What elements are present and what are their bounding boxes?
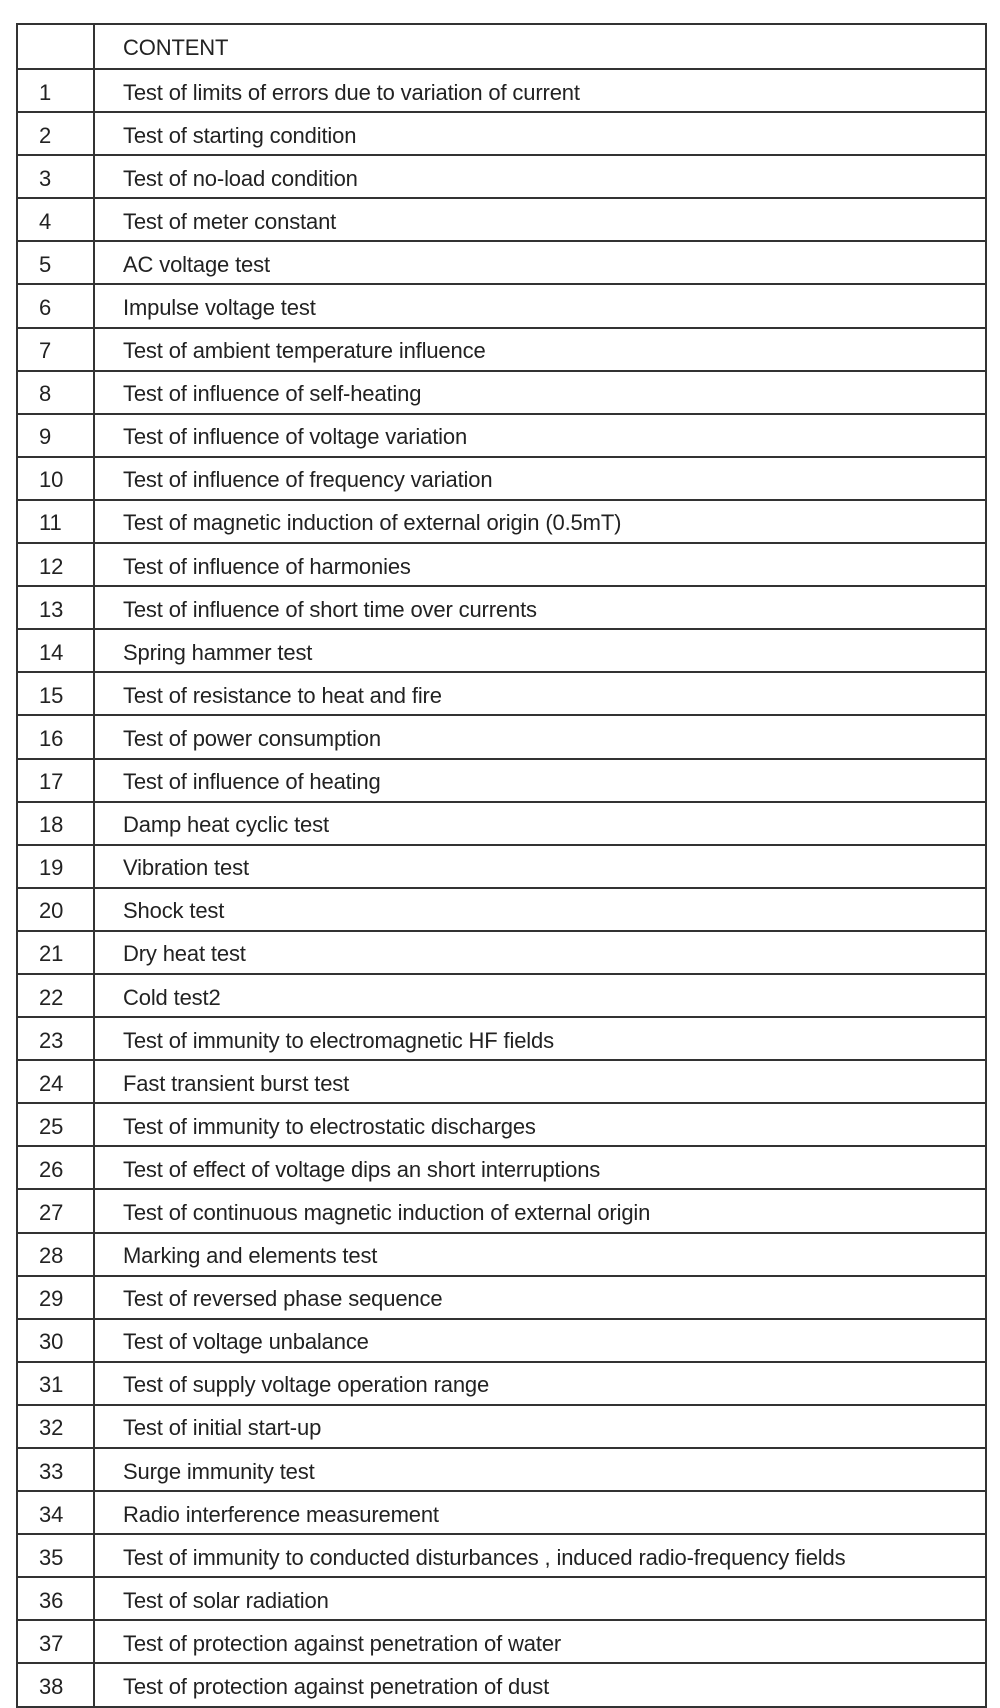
row-content-cell: Test of protection against penetration of water [94, 1620, 986, 1663]
row-content-cell: Test of supply voltage operation range [94, 1362, 986, 1405]
table-row [17, 1663, 986, 1706]
row-content-cell: Test of limits of errors due to variation of current [94, 69, 986, 112]
table-row [17, 1146, 986, 1189]
table-row [17, 1103, 986, 1146]
row-number-cell: 36 [17, 1577, 94, 1620]
row-content-cell: Test of effect of voltage dips an short interruptions [94, 1146, 986, 1189]
row-number-cell: 12 [17, 543, 94, 586]
table-row [17, 1405, 986, 1448]
row-number-cell: 28 [17, 1233, 94, 1276]
test-content-table [16, 23, 987, 1708]
row-content-cell: Test of no-load condition [94, 155, 986, 198]
row-number-cell: 9 [17, 414, 94, 457]
row-content-cell: Test of influence of harmonies [94, 543, 986, 586]
row-content-cell: Test of influence of short time over currents [94, 586, 986, 629]
table-row [17, 672, 986, 715]
row-content-cell: Test of immunity to conducted disturbances , induced radio-frequency fields [94, 1534, 986, 1577]
row-content-cell: Damp heat cyclic test [94, 802, 986, 845]
row-content-cell: Test of starting condition [94, 112, 986, 155]
table-row [17, 1189, 986, 1232]
row-number-cell: 27 [17, 1189, 94, 1232]
row-content-cell: Test of protection against penetration of dust [94, 1663, 986, 1706]
row-number-cell: 11 [17, 500, 94, 543]
table-row [17, 543, 986, 586]
row-content-cell: AC voltage test [94, 241, 986, 284]
row-number-cell: 16 [17, 715, 94, 758]
table-row [17, 802, 986, 845]
table-row [17, 888, 986, 931]
table-row [17, 715, 986, 758]
row-number-cell: 1 [17, 69, 94, 112]
row-content-cell: Radio interference measurement [94, 1491, 986, 1534]
row-number-cell: 30 [17, 1319, 94, 1362]
row-content-cell: Test of influence of self-heating [94, 371, 986, 414]
table-row [17, 500, 986, 543]
row-number-cell: 15 [17, 672, 94, 715]
table-row [17, 1534, 986, 1577]
row-content-cell: Fast transient burst test [94, 1060, 986, 1103]
row-number-cell: 29 [17, 1276, 94, 1319]
row-content-cell: Surge immunity test [94, 1448, 986, 1491]
row-number-cell: 33 [17, 1448, 94, 1491]
table-row [17, 586, 986, 629]
row-number-cell: 31 [17, 1362, 94, 1405]
row-number-cell: 37 [17, 1620, 94, 1663]
table-row [17, 1276, 986, 1319]
table-row [17, 198, 986, 241]
row-number-cell: 21 [17, 931, 94, 974]
row-number-cell: 10 [17, 457, 94, 500]
row-number-cell: 23 [17, 1017, 94, 1060]
table-row [17, 241, 986, 284]
row-number-cell: 2 [17, 112, 94, 155]
row-number-cell: 13 [17, 586, 94, 629]
row-number-cell: 32 [17, 1405, 94, 1448]
table-row [17, 1448, 986, 1491]
row-content-cell: Test of magnetic induction of external origin (0.5mT) [94, 500, 986, 543]
table-row [17, 1362, 986, 1405]
row-content-cell: Shock test [94, 888, 986, 931]
row-content-cell: Test of immunity to electrostatic discharges [94, 1103, 986, 1146]
table-row [17, 69, 986, 112]
table-row [17, 759, 986, 802]
row-number-cell: 38 [17, 1663, 94, 1706]
table-row [17, 155, 986, 198]
row-number-cell: 25 [17, 1103, 94, 1146]
table-row [17, 845, 986, 888]
row-number-cell: 6 [17, 284, 94, 327]
row-number-cell: 20 [17, 888, 94, 931]
row-number-cell: 35 [17, 1534, 94, 1577]
row-content-cell: Test of meter constant [94, 198, 986, 241]
table-row [17, 1577, 986, 1620]
row-content-cell: Marking and elements test [94, 1233, 986, 1276]
row-content-cell: Test of continuous magnetic induction of external origin [94, 1189, 986, 1232]
row-number-cell: 5 [17, 241, 94, 284]
row-content-cell: Vibration test [94, 845, 986, 888]
row-content-cell: Test of influence of frequency variation [94, 457, 986, 500]
row-content-cell: Spring hammer test [94, 629, 986, 672]
row-content-cell: Test of ambient temperature influence [94, 328, 986, 371]
row-content-cell: Test of resistance to heat and fire [94, 672, 986, 715]
row-number-cell: 4 [17, 198, 94, 241]
header-number-cell [17, 24, 94, 69]
table-row [17, 414, 986, 457]
row-number-cell: 17 [17, 759, 94, 802]
row-content-cell: Dry heat test [94, 931, 986, 974]
table-row [17, 328, 986, 371]
row-content-cell: Test of power consumption [94, 715, 986, 758]
row-number-cell: 3 [17, 155, 94, 198]
table-header-row [17, 24, 986, 69]
table-row [17, 931, 986, 974]
row-content-cell: Test of influence of voltage variation [94, 414, 986, 457]
row-content-cell: Cold test2 [94, 974, 986, 1017]
table-row [17, 284, 986, 327]
row-number-cell: 8 [17, 371, 94, 414]
table-row [17, 1233, 986, 1276]
row-number-cell: 22 [17, 974, 94, 1017]
row-number-cell: 24 [17, 1060, 94, 1103]
header-content-cell: CONTENT [94, 24, 986, 69]
row-content-cell: Impulse voltage test [94, 284, 986, 327]
row-number-cell: 7 [17, 328, 94, 371]
row-content-cell: Test of solar radiation [94, 1577, 986, 1620]
table-row [17, 1620, 986, 1663]
table-row [17, 629, 986, 672]
row-content-cell: Test of influence of heating [94, 759, 986, 802]
row-number-cell: 34 [17, 1491, 94, 1534]
table-row [17, 371, 986, 414]
row-content-cell: Test of reversed phase sequence [94, 1276, 986, 1319]
row-content-cell: Test of immunity to electromagnetic HF fields [94, 1017, 986, 1060]
table-row [17, 1060, 986, 1103]
table-row [17, 112, 986, 155]
table-row [17, 457, 986, 500]
row-content-cell: Test of initial start-up [94, 1405, 986, 1448]
row-number-cell: 18 [17, 802, 94, 845]
table-row [17, 1319, 986, 1362]
row-number-cell: 26 [17, 1146, 94, 1189]
table-row [17, 1491, 986, 1534]
row-number-cell: 19 [17, 845, 94, 888]
row-content-cell: Test of voltage unbalance [94, 1319, 986, 1362]
table-row [17, 1017, 986, 1060]
row-number-cell: 14 [17, 629, 94, 672]
table-row [17, 974, 986, 1017]
